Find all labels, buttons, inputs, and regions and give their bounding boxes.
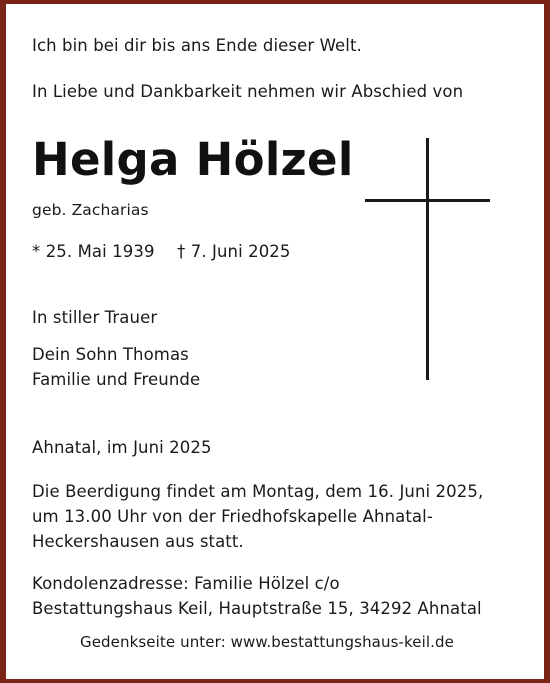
funeral-line-1: Die Beerdigung findet am Montag, dem 16. Juni 2025, <box>32 482 484 501</box>
condolence-line-1: Kondolenzadresse: Familie Hölzel c/o <box>32 574 340 593</box>
quote-line: Ich bin bei dir bis ans Ende dieser Welt. <box>32 36 362 55</box>
condolence-line-2: Bestattungshaus Keil, Hauptstraße 15, 34292 Ahnatal <box>32 599 482 618</box>
cross-horizontal-bar <box>365 199 490 202</box>
mourners-line-1: Dein Sohn Thomas <box>32 345 189 364</box>
memorial-page-link[interactable]: Gedenkseite unter: www.bestattungshaus-keil.de <box>80 633 454 651</box>
intro-line: In Liebe und Dankbarkeit nehmen wir Abschied von <box>32 82 464 101</box>
birth-name: geb. Zacharias <box>32 201 149 219</box>
death-date: † 7. Juni 2025 <box>177 242 291 261</box>
obituary-card <box>6 4 544 679</box>
mourners-heading: In stiller Trauer <box>32 308 158 327</box>
mourners-line-2: Familie und Freunde <box>32 370 201 389</box>
place-date: Ahnatal, im Juni 2025 <box>32 438 212 457</box>
birth-date: * 25. Mai 1939 <box>32 242 155 261</box>
deceased-name: Helga Hölzel <box>32 133 354 186</box>
cross-vertical-bar <box>426 138 429 380</box>
funeral-line-3: Heckershausen aus statt. <box>32 532 244 551</box>
funeral-line-2: um 13.00 Uhr von der Friedhofskapelle Ahnatal- <box>32 507 433 526</box>
